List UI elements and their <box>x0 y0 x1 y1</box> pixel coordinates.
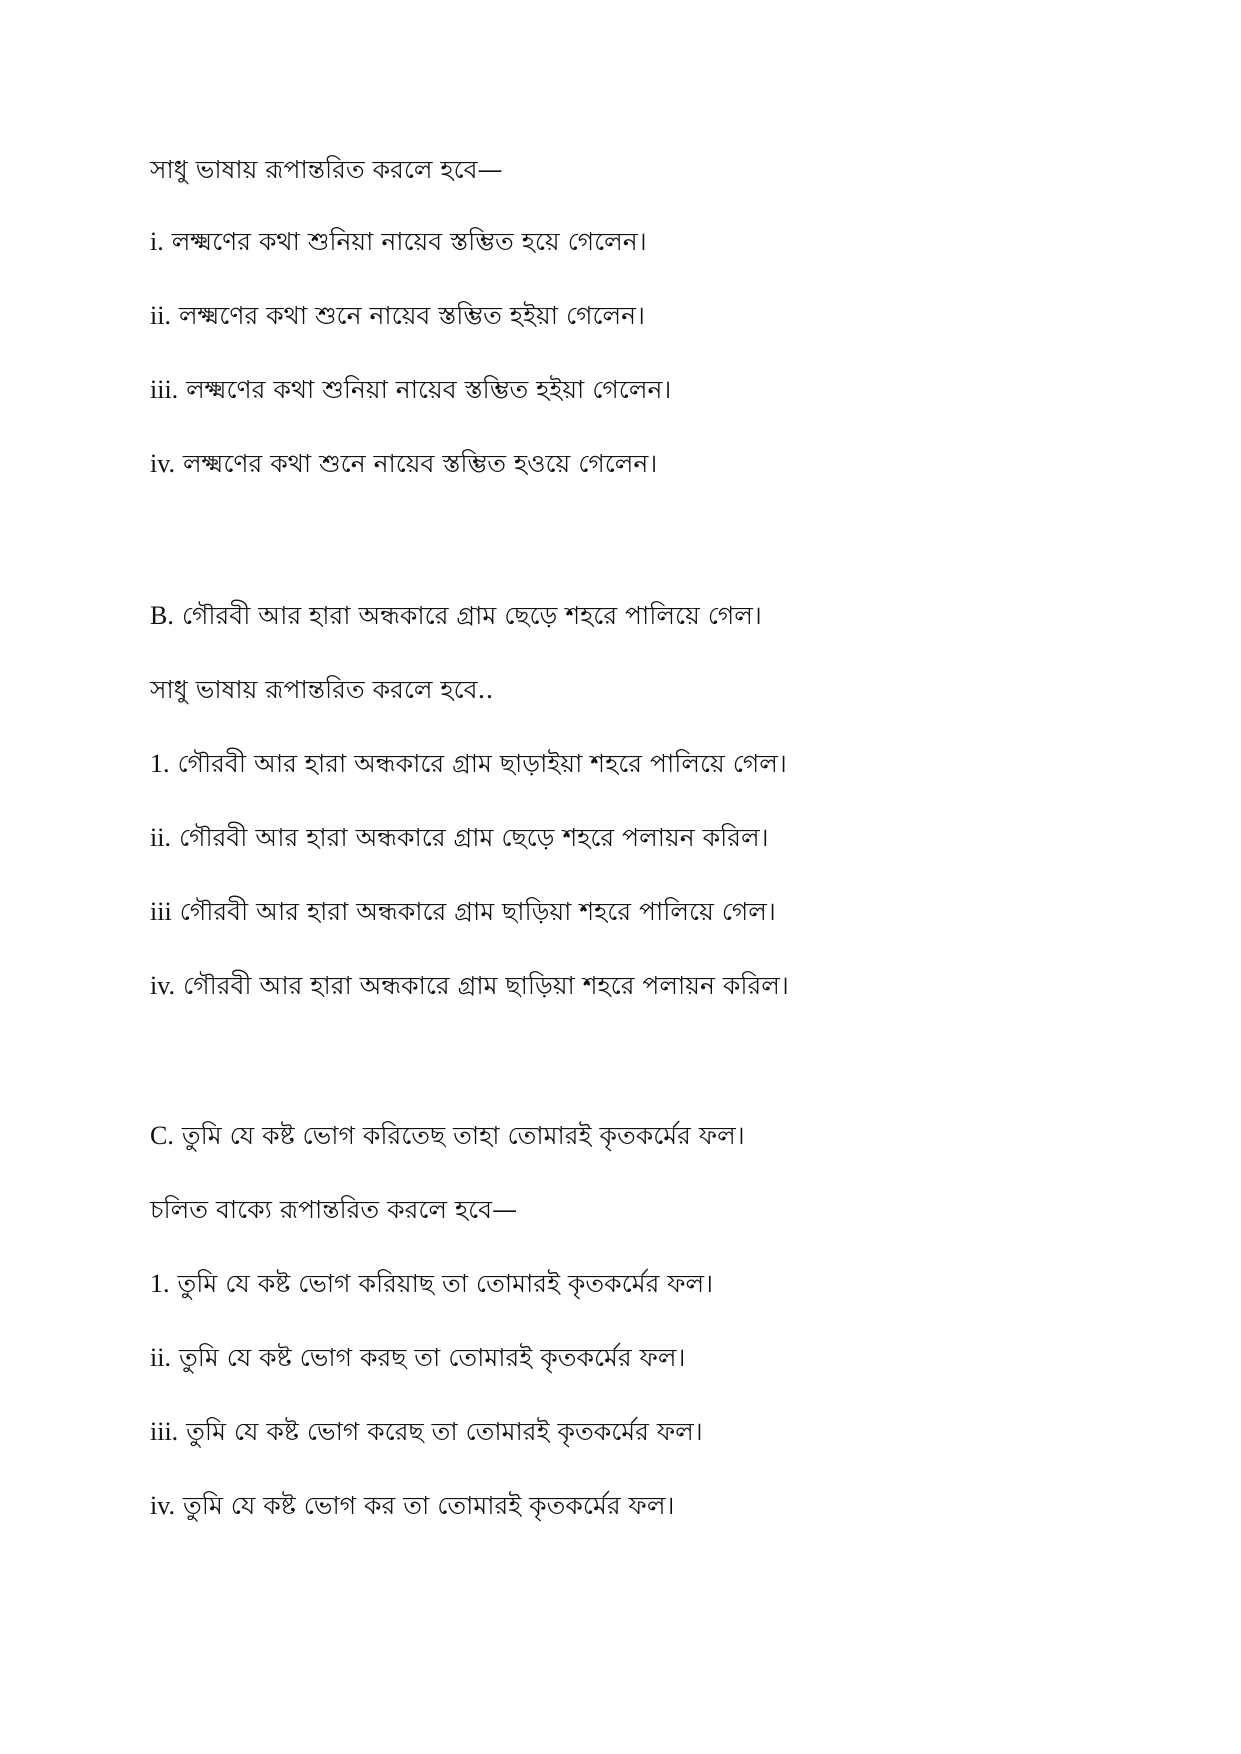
instruction-b-text: সাধু ভাষায় রূপান্তরিত করলে হবে.. <box>150 675 494 704</box>
option-text: লক্ষ্মণের কথা শুনে নায়েব স্তম্ভিত হইয়া গেলেন। <box>178 301 646 330</box>
option-number: ii. <box>150 301 171 330</box>
option-number: iii <box>150 897 172 926</box>
option-text: গৌরবী আর হারা অন্ধকারে গ্রাম ছাড়িয়া শহরে পলায়ন করিল। <box>183 971 789 1000</box>
question-label: B. <box>150 601 174 630</box>
option-number: iv. <box>150 1491 176 1520</box>
option-b-3 <box>150 894 776 930</box>
instruction-a-text: সাধু ভাষায় রূপান্তরিত করলে হবে— <box>150 155 503 184</box>
option-text: গৌরবী আর হারা অন্ধকারে গ্রাম ছাড়িয়া শহরে পালিয়ে গেল। <box>179 897 776 926</box>
option-text: তুমি যে কষ্ট ভোগ কর তা তোমারই কৃতকর্মের ফল। <box>183 1491 675 1520</box>
option-number: iii. <box>150 375 179 404</box>
option-text: গৌরবী আর হারা অন্ধকারে গ্রাম ছাড়াইয়া শহরে পালিয়ে গেল। <box>177 749 787 778</box>
instruction-a <box>150 152 503 188</box>
option-a-1 <box>150 224 647 260</box>
option-c-2 <box>150 1340 685 1376</box>
option-number: i. <box>150 227 164 256</box>
option-number: iv. <box>150 971 176 1000</box>
option-text: তুমি যে কষ্ট ভোগ করিয়াছ তা তোমারই কৃতকর্মের ফল। <box>177 1269 714 1298</box>
question-c <box>150 1118 745 1154</box>
option-text: তুমি যে কষ্ট ভোগ করছ তা তোমারই কৃতকর্মের ফল। <box>178 1343 686 1372</box>
question-b <box>150 598 762 634</box>
option-number: iii. <box>150 1417 179 1446</box>
question-text: তুমি যে কষ্ট ভোগ করিতেছ তাহা তোমারই কৃতকর্মের ফল। <box>181 1121 745 1150</box>
option-c-1 <box>150 1266 713 1302</box>
question-label: C. <box>150 1121 174 1150</box>
option-c-3 <box>150 1414 703 1450</box>
option-a-4 <box>150 446 657 482</box>
option-text: তুমি যে কষ্ট ভোগ করেছ তা তোমারই কৃতকর্মের ফল। <box>186 1417 703 1446</box>
question-text: গৌরবী আর হারা অন্ধকারে গ্রাম ছেড়ে শহরে পালিয়ে গেল। <box>181 601 762 630</box>
option-b-4 <box>150 968 789 1004</box>
option-text: গৌরবী আর হারা অন্ধকারে গ্রাম ছেড়ে শহরে পলায়ন করিল। <box>178 823 769 852</box>
option-text: লক্ষ্মণের কথা শুনিয়া নায়েব স্তম্ভিত হইয়া গেলেন। <box>186 375 672 404</box>
option-a-2 <box>150 298 645 334</box>
instruction-c-text: চলিত বাক্যে রূপান্তরিত করলে হবে— <box>150 1195 518 1224</box>
option-number: iv. <box>150 449 176 478</box>
option-number: ii. <box>150 823 171 852</box>
option-b-2 <box>150 820 769 856</box>
option-a-3 <box>150 372 671 408</box>
option-text: লক্ষ্মণের কথা শুনে নায়েব স্তম্ভিত হওয়ে গেলেন। <box>183 449 658 478</box>
option-b-1 <box>150 746 787 782</box>
option-number: 1. <box>150 1269 170 1298</box>
option-text: লক্ষ্মণের কথা শুনিয়া নায়েব স্তম্ভিত হয়ে গেলেন। <box>171 227 647 256</box>
instruction-b <box>150 672 493 708</box>
option-c-4 <box>150 1488 674 1524</box>
option-number: 1. <box>150 749 170 778</box>
option-number: ii. <box>150 1343 171 1372</box>
instruction-c <box>150 1192 517 1228</box>
